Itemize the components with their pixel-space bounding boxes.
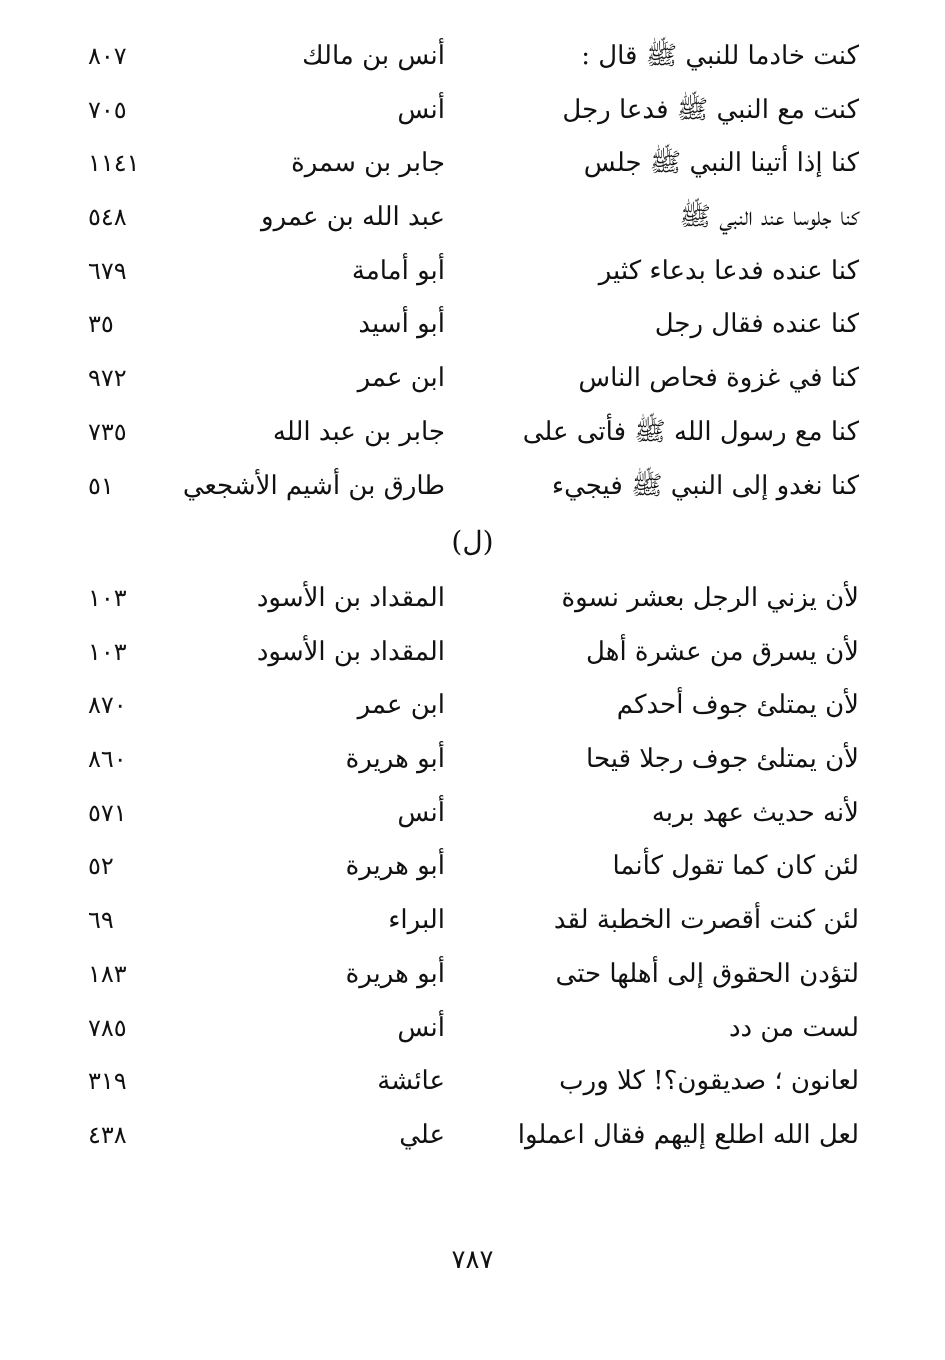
page-reference: ١٠٣ — [88, 637, 127, 666]
index-entry-row — [0, 739, 945, 793]
hadith-incipit: لئن كان كما تقول كأنما — [612, 851, 859, 882]
page-reference: ١٨٣ — [88, 959, 127, 988]
page-number: ٧٨٧ — [451, 1245, 494, 1275]
hadith-incipit: لعانون ؛ صديقون؟! كلا ورب — [559, 1066, 859, 1097]
index-entry-row — [0, 36, 945, 90]
page-reference: ٧٣٥ — [88, 417, 127, 446]
hadith-incipit: كنا إذا أتينا النبي ﷺ جلس — [583, 148, 859, 179]
index-entry-row — [0, 632, 945, 686]
page-reference: ٨٦٠ — [88, 745, 127, 774]
index-entry-row — [0, 900, 945, 954]
narrator-name: عبد الله بن عمرو — [261, 202, 445, 233]
hadith-incipit: لعل الله اطلع إليهم فقال اعملوا — [517, 1119, 859, 1150]
narrator-name: أبو أسيد — [358, 309, 445, 340]
narrator-name: أنس — [397, 94, 445, 125]
hadith-incipit: كنت مع النبي ﷺ فدعا رجل — [562, 94, 859, 125]
hadith-incipit: لتؤدن الحقوق إلى أهلها حتى — [555, 958, 859, 989]
narrator-name: ابن عمر — [357, 690, 445, 721]
page-reference: ٧٠٥ — [88, 95, 127, 124]
hadith-incipit: لأن يسرق من عشرة أهل — [586, 636, 859, 667]
page-reference: ١٠٣ — [88, 584, 127, 612]
index-entry-row — [0, 1061, 945, 1115]
hadith-incipit: لأنه حديث عهد بربه — [651, 797, 859, 828]
index-entry-row — [0, 251, 945, 305]
narrator-name: جابر بن سمرة — [291, 148, 445, 179]
narrator-name: أبو هريرة — [345, 958, 445, 989]
section-lam — [0, 578, 945, 1169]
letter-heading-lam: (ل) — [451, 525, 494, 558]
page-reference: ٥١ — [88, 471, 114, 500]
page-reference: ٦٩ — [88, 906, 114, 935]
hadith-incipit: لئن كنت أقصرت الخطبة لقد — [553, 905, 859, 936]
page-reference: ٣١٩ — [88, 1067, 127, 1096]
hadith-incipit: كنا نغدو إلى النبي ﷺ فيجيء — [551, 470, 859, 501]
entry-list — [0, 36, 945, 519]
page-reference: ٥٧١ — [88, 798, 127, 827]
page-reference: ٦٧٩ — [88, 256, 127, 285]
narrator-name: ابن عمر — [357, 363, 445, 394]
page-reference: ٧٨٥ — [88, 1013, 127, 1042]
hadith-incipit: لأن يمتلئ جوف رجلا قيحا — [586, 744, 859, 775]
narrator-name: المقداد بن الأسود — [256, 583, 445, 613]
narrator-name: جابر بن عبد الله — [272, 416, 445, 447]
index-entry-row — [0, 90, 945, 144]
index-entry-row — [0, 685, 945, 739]
narrator-name: أبو هريرة — [345, 744, 445, 775]
hadith-incipit: كنا عنده فقال رجل — [654, 309, 859, 340]
hadith-incipit: كنا جلوسا عند النبي ﷺ — [679, 202, 859, 233]
section-kaf — [0, 36, 945, 519]
narrator-name: طارق بن أشيم الأشجعي — [182, 470, 445, 501]
index-entry-row — [0, 143, 945, 197]
index-entry-row — [0, 1008, 945, 1062]
hadith-incipit: كنا في غزوة فحاص الناس — [578, 363, 859, 394]
narrator-name: أنس — [397, 1012, 445, 1043]
hadith-incipit: لأن يمتلئ جوف أحدكم — [616, 690, 859, 721]
page-reference: ٤٣٨ — [88, 1120, 127, 1149]
index-entry-row — [0, 197, 945, 251]
hadith-incipit: كنت خادما للنبي ﷺ قال : — [581, 41, 859, 71]
narrator-name: المقداد بن الأسود — [256, 636, 445, 667]
index-entry-row — [0, 412, 945, 466]
hadith-incipit: لست من دد — [728, 1012, 859, 1043]
narrator-name: البراء — [388, 905, 445, 936]
narrator-name: عائشة — [377, 1066, 445, 1097]
entry-list — [0, 578, 945, 1169]
page-reference: ٨٧٠ — [88, 691, 127, 720]
narrator-name: أنس بن مالك — [302, 41, 445, 71]
index-entry-row — [0, 358, 945, 412]
index-entry-row — [0, 578, 945, 632]
hadith-incipit: كنا مع رسول الله ﷺ فأتى على — [522, 416, 859, 447]
narrator-name: علي — [399, 1119, 445, 1150]
index-entry-row — [0, 793, 945, 847]
page-reference: ٣٥ — [88, 310, 114, 339]
narrator-name: أبو هريرة — [345, 851, 445, 882]
index-entry-row — [0, 954, 945, 1008]
narrator-name: أنس — [397, 797, 445, 828]
index-entry-row — [0, 1115, 945, 1169]
index-entry-row — [0, 846, 945, 900]
page-reference: ٥٢ — [88, 852, 114, 881]
index-entry-row — [0, 304, 945, 358]
hadith-incipit: كنا عنده فدعا بدعاء كثير — [598, 255, 859, 286]
narrator-name: أبو أمامة — [351, 255, 445, 286]
index-entry-row — [0, 466, 945, 520]
page-reference: ٥٤٨ — [88, 203, 127, 232]
page-reference: ٩٧٢ — [88, 364, 127, 393]
page-reference: ٨٠٧ — [88, 42, 127, 70]
page-reference: ١١٤١ — [88, 149, 140, 178]
hadith-incipit: لأن يزني الرجل بعشر نسوة — [561, 583, 859, 613]
